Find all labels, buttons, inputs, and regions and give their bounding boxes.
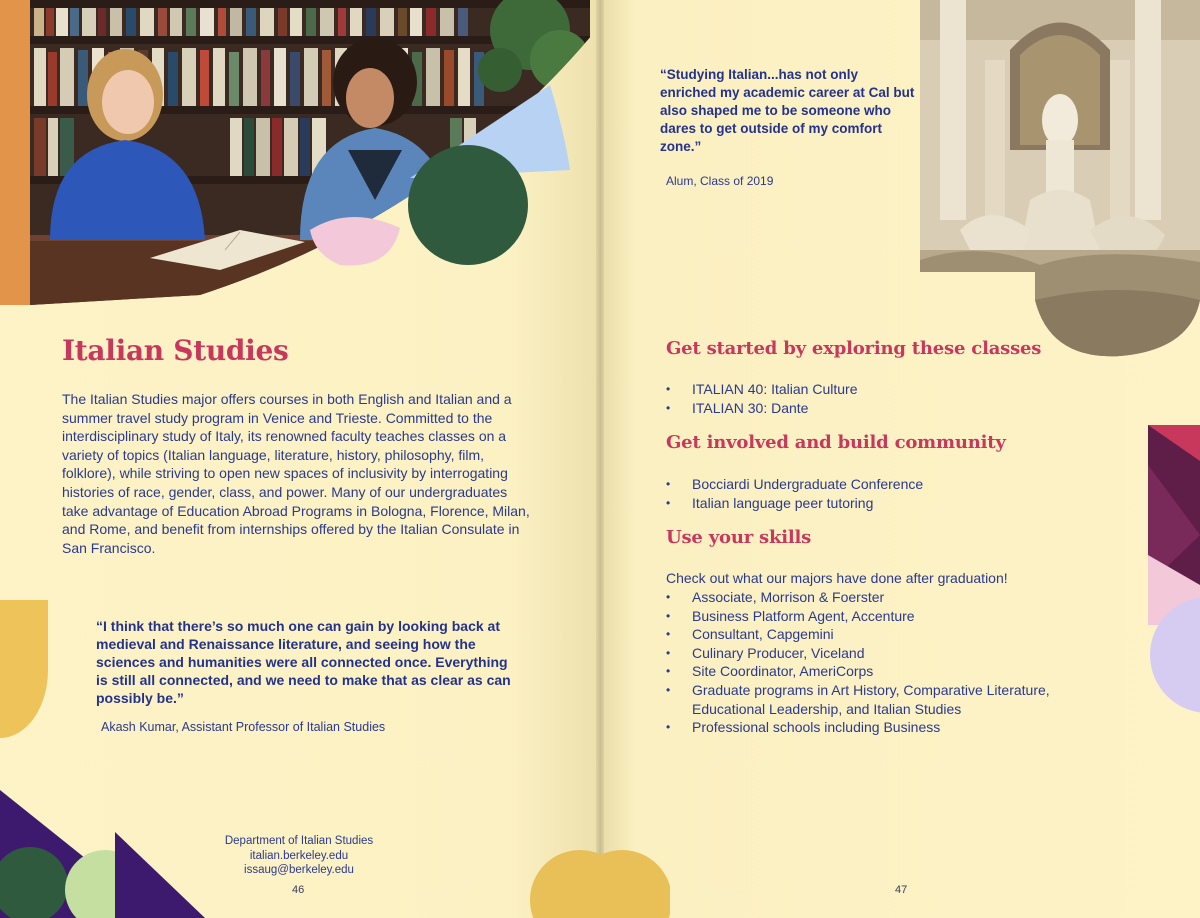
list-item: • Bocciardi Undergraduate Conference (666, 475, 923, 494)
department-website-link[interactable]: italian.berkeley.edu (249, 849, 349, 862)
skills-intro: Check out what our majors have done after graduation! (666, 570, 1008, 586)
community-heading: Get involved and build community (666, 432, 1006, 453)
bottom-decorative-shapes (0, 790, 210, 918)
careers-list (666, 588, 1086, 737)
trevi-fountain-photo (920, 0, 1200, 358)
alum-quote: “Studying Italian...has not only enriched my academic career at Cal but also shaped me to be someone who dares to get outside of my comfort zone.” (660, 67, 915, 154)
gold-circle-shape (530, 840, 670, 918)
major-description: The Italian Studies major offers courses in both English and Italian and a summer travel study program in Venice and Trieste. Committed to the interdisciplinary study of Italy, its renowned faculty teaches classes on a variety of topics (Italian language, literature, history, philosophy, film, folklore), while striving to open new spaces of inclusivity by interrogating histories of race, gender, class, and power. Many of our undergraduates take advantage of Education Abroad Programs in Bologna, Florence, Milan, and Rome, and benefit from internships offered by the Italian Consulate in San Francisco. (62, 391, 530, 556)
community-list (666, 475, 923, 512)
right-edge-decorative-shapes (1148, 425, 1200, 725)
list-item: • Culinary Producer, Viceland (666, 644, 1086, 663)
library-photo (30, 0, 590, 305)
list-item: • Site Coordinator, AmeriCorps (666, 662, 1086, 681)
list-item: • Consultant, Capgemini (666, 625, 1086, 644)
classes-heading: Get started by exploring these classes (666, 338, 1042, 359)
page-number-right: 47 (895, 884, 908, 896)
department-email-link[interactable]: issaug@berkeley.edu (244, 864, 354, 876)
page-title: Italian Studies (62, 334, 289, 367)
orange-accent-strip (0, 0, 30, 305)
list-item: • ITALIAN 40: Italian Culture (666, 380, 857, 399)
list-item: • Associate, Morrison & Foerster (666, 588, 1086, 607)
list-item: • Italian language peer tutoring (666, 494, 923, 513)
skills-heading: Use your skills (666, 527, 812, 548)
classes-list (666, 380, 857, 417)
page-number-left: 46 (292, 884, 305, 896)
list-item: • Graduate programs in Art History, Comparative Literature, Educational Leadership, and Italian Studies (666, 681, 1086, 718)
department-name: Department of Italian Studies (224, 835, 374, 847)
list-item: • Business Platform Agent, Accenture (666, 607, 1086, 626)
faculty-quote-attribution: Akash Kumar, Assistant Professor of Italian Studies (101, 720, 386, 734)
list-item: • Professional schools including Business (666, 718, 1086, 737)
list-item: • ITALIAN 30: Dante (666, 399, 857, 418)
department-contact (200, 834, 398, 878)
gold-half-circle-shape (0, 600, 50, 738)
faculty-quote: “I think that there’s so much one can gain by looking back at medieval and Renaissance literature, and seeing how the sciences and humanities were all connected once. Everything is still all connected, and we need to make that as clear as can possibly be.” (96, 618, 511, 706)
book-gutter (596, 0, 604, 918)
alum-quote-attribution: Alum, Class of 2019 (666, 174, 774, 188)
